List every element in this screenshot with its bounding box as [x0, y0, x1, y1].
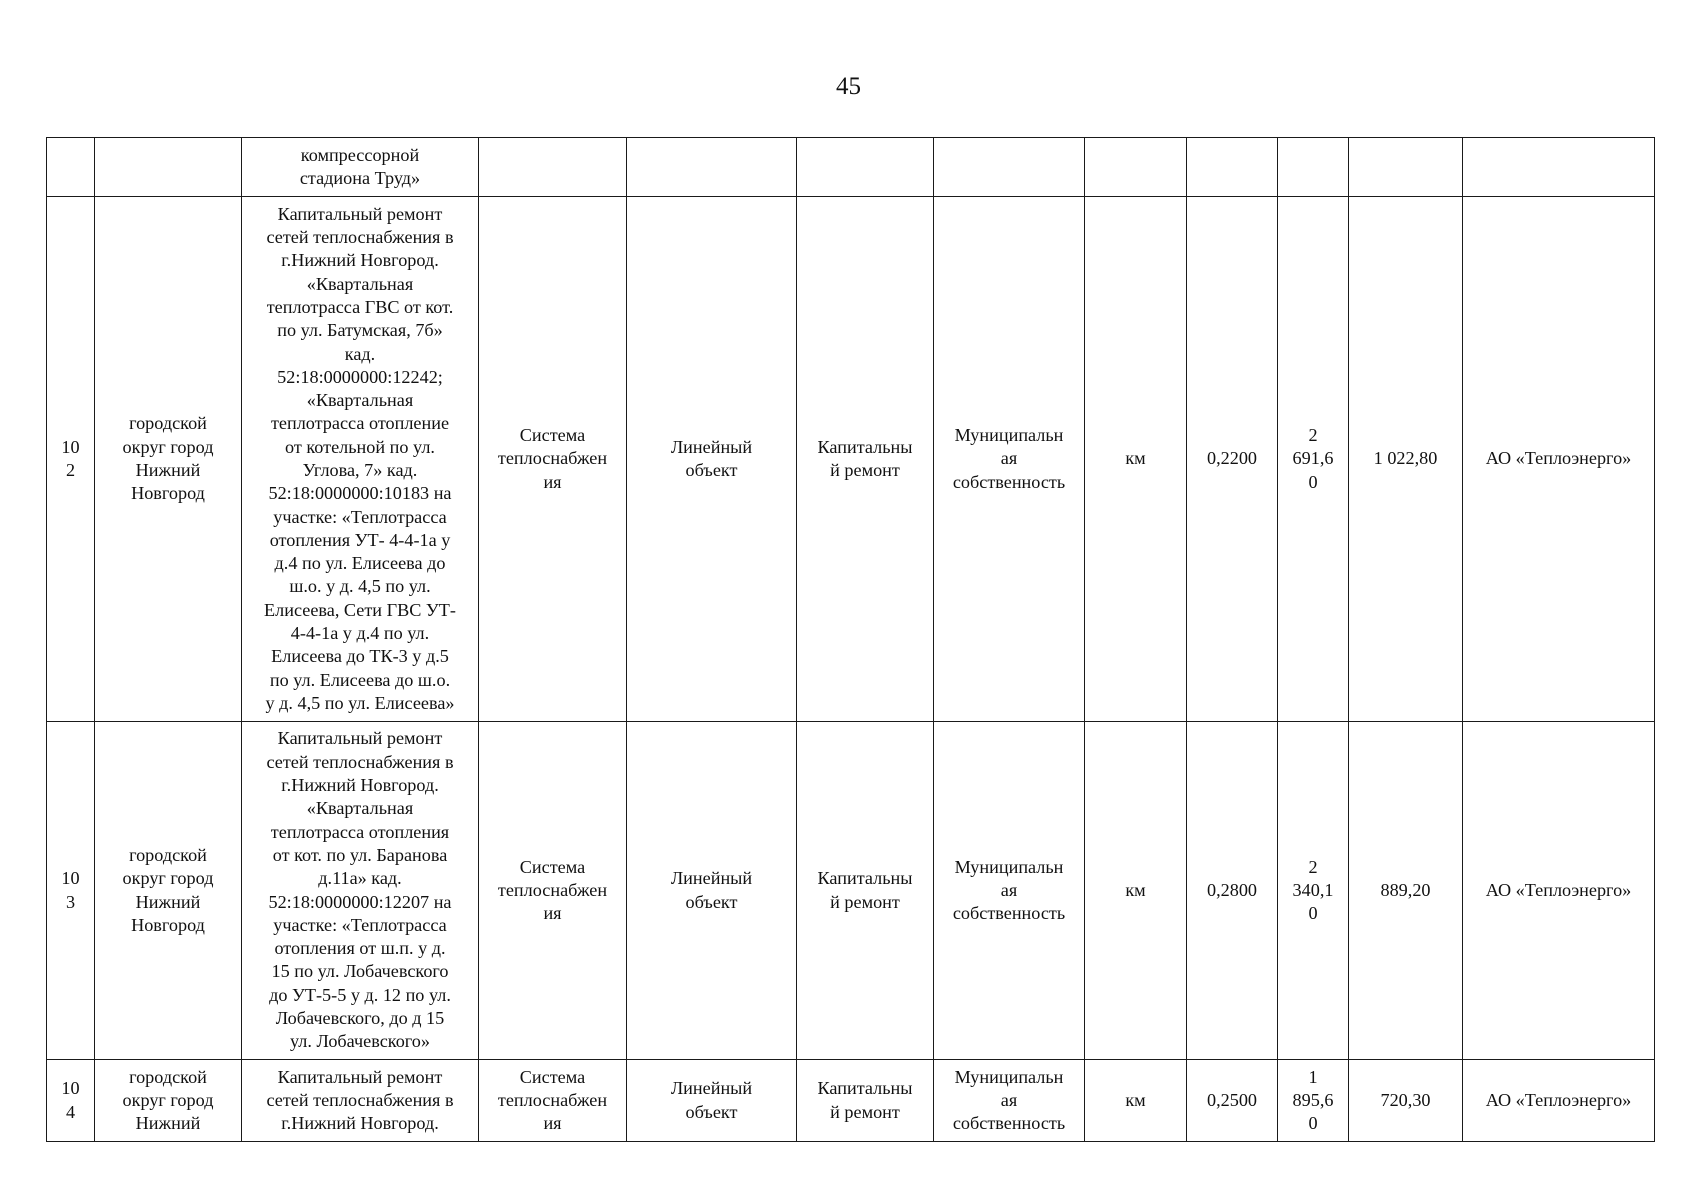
- system-cell: [479, 1060, 627, 1142]
- description-line: 4-4-1а у д.4 по ул.: [290, 623, 430, 644]
- object-type-line: объект: [685, 1101, 738, 1122]
- description-line: сетей теплоснабжения в: [266, 751, 454, 772]
- system-line: теплоснабжен: [497, 1089, 608, 1110]
- cost-cell: [1278, 197, 1349, 722]
- length-cell: 0,2200: [1187, 197, 1278, 722]
- unit-cell: км: [1085, 197, 1187, 722]
- description-line: компрессорной: [300, 144, 420, 165]
- cost-cell: [1278, 1060, 1349, 1142]
- description-line: ул. Лобачевского»: [289, 1031, 430, 1052]
- description-line: сетей теплоснабжения в: [266, 1089, 454, 1110]
- municipality-line: округ город: [122, 1089, 214, 1110]
- row-number-cell: [47, 138, 95, 197]
- system-line: Система: [519, 856, 586, 877]
- row-number-line: 4: [65, 1101, 76, 1122]
- description-line: теплотрасса отопления: [270, 821, 450, 842]
- unit-cell: км: [1085, 1060, 1187, 1142]
- description-line: 52:18:0000000:12207 на: [268, 891, 452, 912]
- cost-line: 2: [1308, 425, 1318, 446]
- table-row: [47, 722, 1655, 1060]
- description-line: кад.: [344, 343, 376, 364]
- municipality-line: Нижний: [135, 460, 201, 480]
- description-line: теплотрасса ГВС от кот.: [266, 296, 454, 317]
- system-line: ия: [543, 903, 562, 924]
- row-number-line: 10: [61, 868, 80, 889]
- municipality-cell: [95, 1060, 242, 1142]
- system-cell: [479, 138, 627, 197]
- table-row: [47, 1060, 1655, 1142]
- description-line: Капитальный ремонт: [277, 203, 443, 224]
- description-line: ш.о. у д. 4,5 по ул.: [289, 576, 431, 597]
- amount-cell: [1349, 138, 1463, 197]
- description-line: г.Нижний Новгород.: [281, 775, 439, 796]
- description-line: г.Нижний Новгород.: [281, 250, 439, 271]
- description-line: «Квартальная: [306, 273, 414, 294]
- ownership-line: собственность: [952, 903, 1066, 924]
- cost-cell: [1278, 138, 1349, 197]
- system-line: Система: [519, 1066, 586, 1087]
- ownership-line: собственность: [952, 471, 1066, 492]
- municipality-line: городской: [129, 413, 207, 434]
- cost-cell: [1278, 722, 1349, 1060]
- description-line: Елисеева, Сети ГВС УТ-: [264, 599, 456, 620]
- work-type-line: й ремонт: [830, 460, 900, 480]
- row-number-line: 3: [65, 891, 76, 912]
- municipality-line: городской: [129, 1066, 207, 1087]
- object-type-cell: [627, 722, 797, 1060]
- description-line: от котельной по ул.: [285, 436, 435, 457]
- organization-cell: АО «Теплоэнерго»: [1463, 722, 1655, 1060]
- cost-line: 0: [1308, 1113, 1318, 1134]
- registry-table: [46, 137, 1655, 1142]
- organization-cell: АО «Теплоэнерго»: [1463, 197, 1655, 722]
- object-type-line: Линейный: [670, 436, 753, 457]
- organization-cell: АО «Теплоэнерго»: [1463, 1060, 1655, 1142]
- table-row: [47, 138, 1655, 197]
- description-line: Капитальный ремонт: [277, 1066, 443, 1087]
- work-type-line: Капитальны: [817, 1078, 913, 1099]
- cost-line: 1: [1308, 1066, 1318, 1087]
- row-number-line: 10: [61, 436, 80, 457]
- ownership-line: Муниципальн: [954, 856, 1064, 877]
- work-type-line: Капитальны: [817, 436, 913, 457]
- system-line: теплоснабжен: [497, 879, 608, 900]
- description-line: Капитальный ремонт: [277, 728, 443, 749]
- amount-cell: 720,30: [1349, 1060, 1463, 1142]
- work-type-cell: [797, 722, 934, 1060]
- work-type-line: Капитальны: [817, 868, 913, 889]
- ownership-cell: [934, 138, 1085, 197]
- table-row: [47, 197, 1655, 722]
- description-line: 52:18:0000000:12242;: [277, 366, 443, 387]
- cost-line: 895,6: [1292, 1089, 1334, 1110]
- cost-line: 340,1: [1292, 879, 1334, 900]
- ownership-line: Муниципальн: [954, 1066, 1064, 1087]
- cost-line: 0: [1308, 471, 1318, 492]
- description-line: у д. 4,5 по ул. Елисеева»: [265, 692, 455, 713]
- organization-cell: [1463, 138, 1655, 197]
- description-line: теплотрасса отопление: [270, 413, 450, 434]
- municipality-line: округ город: [122, 436, 214, 457]
- description-line: д.4 по ул. Елисеева до: [274, 553, 446, 574]
- description-cell: [242, 138, 479, 197]
- work-type-line: й ремонт: [830, 1101, 900, 1122]
- length-cell: 0,2500: [1187, 1060, 1278, 1142]
- description-line: сетей теплоснабжения в: [266, 227, 454, 248]
- ownership-line: ая: [1000, 1089, 1018, 1110]
- description-line: участке: «Теплотрасса: [273, 914, 447, 935]
- municipality-line: Новгород: [131, 914, 205, 935]
- cost-line: 2: [1308, 856, 1318, 877]
- row-number-line: 10: [61, 1078, 80, 1099]
- ownership-cell: [934, 1060, 1085, 1142]
- ownership-line: собственность: [952, 1113, 1066, 1134]
- municipality-cell: [95, 138, 242, 197]
- description-line: Лобачевского, до д 15: [275, 1007, 445, 1028]
- length-cell: [1187, 138, 1278, 197]
- work-type-cell: [797, 138, 934, 197]
- description-line: 52:18:0000000:10183 на: [268, 483, 452, 504]
- row-number-cell: [47, 1060, 95, 1142]
- system-cell: [479, 722, 627, 1060]
- description-line: отопления УТ- 4-4-1а у: [269, 529, 451, 550]
- unit-cell: км: [1085, 722, 1187, 1060]
- municipality-cell: [95, 197, 242, 722]
- description-cell: [242, 722, 479, 1060]
- ownership-cell: [934, 197, 1085, 722]
- description-line: участке: «Теплотрасса: [273, 506, 447, 527]
- object-type-line: объект: [685, 460, 738, 480]
- description-line: «Квартальная: [306, 798, 414, 819]
- description-line: по ул. Батумская, 7б»: [277, 320, 443, 341]
- work-type-cell: [797, 197, 934, 722]
- description-cell: [242, 197, 479, 722]
- system-cell: [479, 197, 627, 722]
- length-cell: 0,2800: [1187, 722, 1278, 1060]
- ownership-line: Муниципальн: [954, 425, 1064, 446]
- unit-cell: [1085, 138, 1187, 197]
- object-type-cell: [627, 1060, 797, 1142]
- municipality-line: городской: [129, 844, 207, 865]
- description-line: «Квартальная: [306, 390, 414, 411]
- system-line: ия: [543, 471, 562, 492]
- municipality-line: Нижний: [135, 891, 201, 912]
- system-line: Система: [519, 425, 586, 446]
- amount-cell: 889,20: [1349, 722, 1463, 1060]
- system-line: ия: [543, 1113, 562, 1134]
- object-type-cell: [627, 138, 797, 197]
- row-number-line: 2: [65, 460, 76, 480]
- description-line: д.11а» кад.: [318, 868, 402, 889]
- page-number: 45: [836, 73, 861, 100]
- description-line: Углова, 7» кад.: [302, 460, 418, 480]
- ownership-cell: [934, 722, 1085, 1060]
- description-cell: [242, 1060, 479, 1142]
- work-type-line: й ремонт: [830, 891, 900, 912]
- description-line: отопления от ш.п. у д.: [274, 938, 446, 959]
- description-line: 15 по ул. Лобачевского: [271, 961, 449, 982]
- row-number-cell: [47, 722, 95, 1060]
- row-number-cell: [47, 197, 95, 722]
- municipality-line: Новгород: [131, 483, 205, 504]
- system-line: теплоснабжен: [497, 448, 608, 469]
- description-line: г.Нижний Новгород.: [281, 1113, 439, 1134]
- ownership-line: ая: [1000, 448, 1018, 469]
- municipality-cell: [95, 722, 242, 1060]
- ownership-line: ая: [1000, 879, 1018, 900]
- municipality-line: округ город: [122, 868, 214, 889]
- amount-cell: 1 022,80: [1349, 197, 1463, 722]
- description-line: стадиона Труд»: [299, 168, 421, 188]
- description-line: по ул. Елисеева до ш.о.: [269, 669, 451, 690]
- work-type-cell: [797, 1060, 934, 1142]
- description-line: Елисеева до ТК-3 у д.5: [271, 646, 449, 667]
- object-type-line: Линейный: [670, 1078, 753, 1099]
- description-line: от кот. по ул. Баранова: [272, 844, 448, 865]
- municipality-line: Нижний: [135, 1113, 201, 1134]
- cost-line: 0: [1308, 903, 1318, 924]
- cost-line: 691,6: [1292, 448, 1334, 469]
- object-type-cell: [627, 197, 797, 722]
- object-type-line: Линейный: [670, 868, 753, 889]
- description-line: до УТ-5-5 у д. 12 по ул.: [269, 984, 451, 1005]
- object-type-line: объект: [685, 891, 738, 912]
